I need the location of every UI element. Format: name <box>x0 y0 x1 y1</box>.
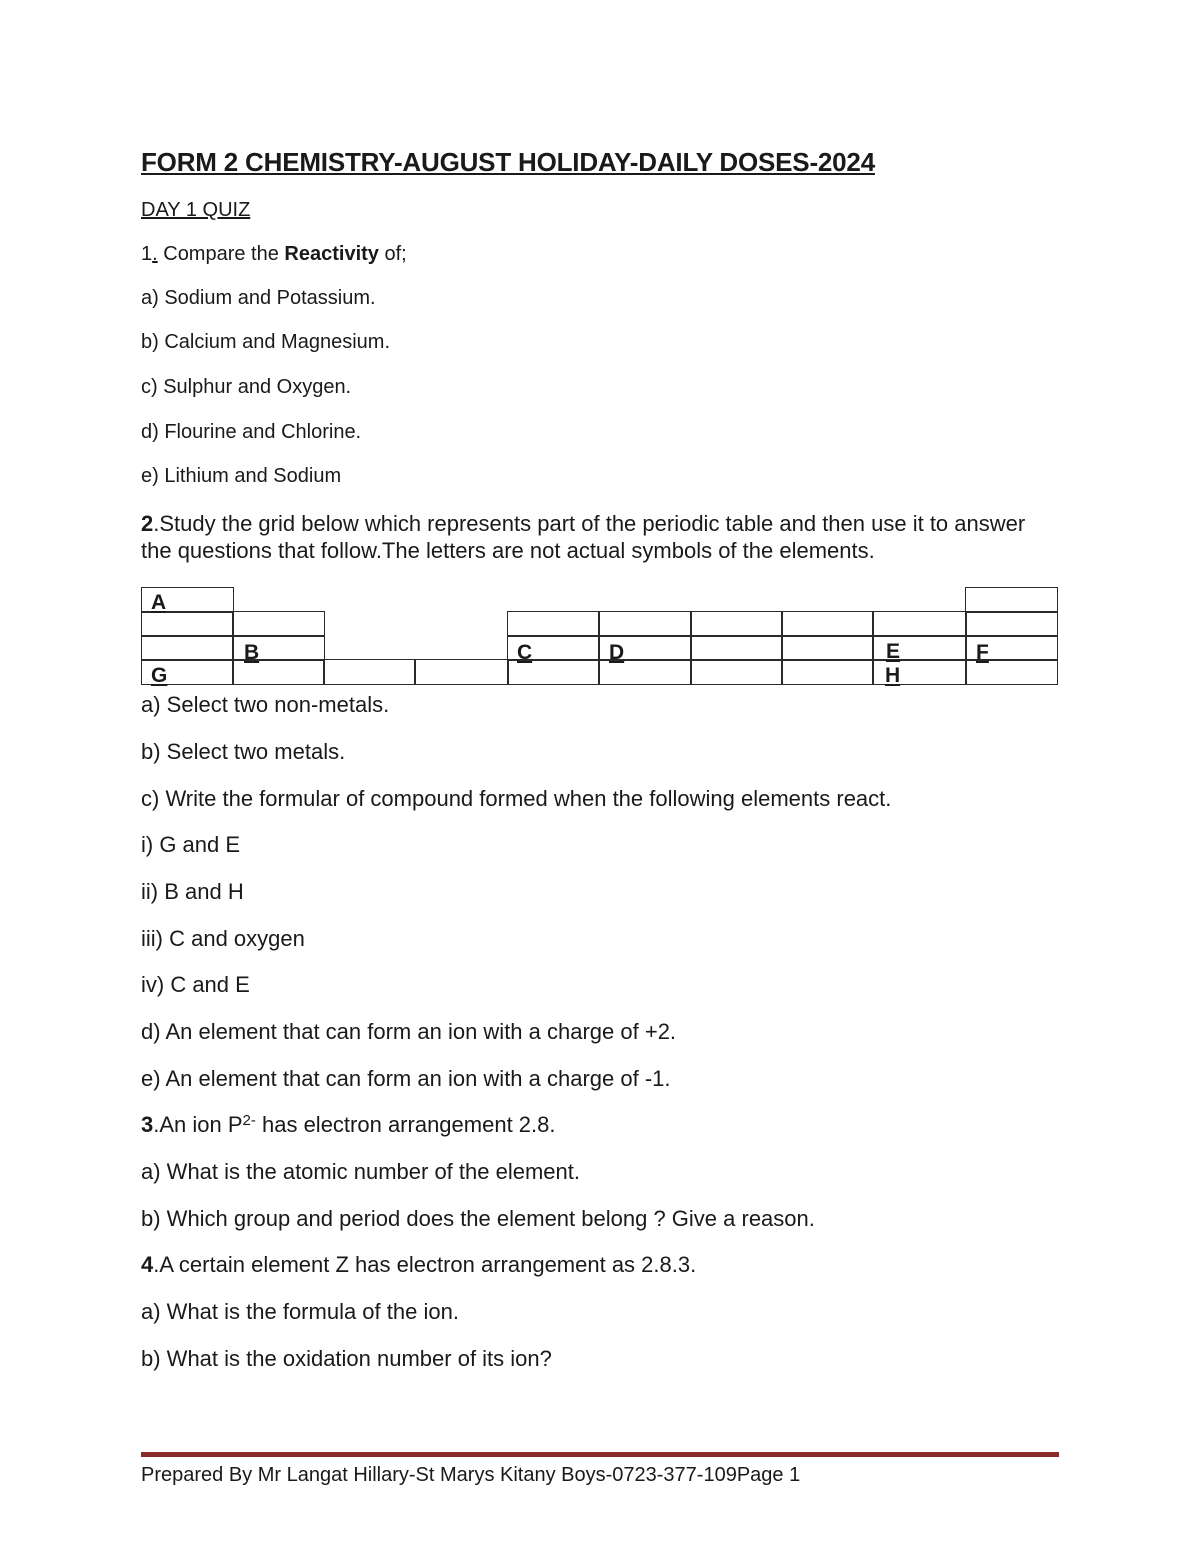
question-1-item-d: d) Flourine and Chlorine. <box>141 421 362 443</box>
grid-cell <box>141 635 234 661</box>
grid-label-c: C <box>517 641 533 664</box>
grid-label-f: F <box>976 641 989 664</box>
grid-cell <box>232 611 325 637</box>
grid-cell <box>507 611 600 637</box>
question-1-keyword: Reactivity <box>284 243 379 265</box>
question-2-item-d: d) An element that can form an ion with a charge of +2. <box>141 1019 677 1044</box>
grid-cell <box>781 611 874 637</box>
question-4-number: 4 <box>141 1252 154 1277</box>
quiz-subtitle: DAY 1 QUIZ <box>141 199 251 221</box>
question-3-item-b: b) Which group and period does the element belong ? Give a reason. <box>141 1206 815 1231</box>
grid-cell <box>690 611 783 637</box>
grid-cell <box>690 635 783 661</box>
question-1-dot: . <box>152 243 158 265</box>
grid-label-b: B <box>244 641 260 664</box>
question-2-number: 2 <box>141 511 154 536</box>
question-1-item-e: e) Lithium and Sodium <box>141 465 342 487</box>
grid-cell <box>781 659 874 685</box>
question-4-item-b: b) What is the oxidation number of its ion? <box>141 1346 552 1371</box>
grid-cell <box>965 611 1058 637</box>
question-3-number: 3 <box>141 1112 154 1137</box>
question-1-number: 1 <box>141 243 153 265</box>
question-2: 2.Study the grid below which represents part of the periodic table and then use it to answer the questions that follow.The letters are not actual symbols of the elements. <box>141 511 1026 563</box>
grid-cell <box>141 611 234 637</box>
question-2-item-c: c) Write the formular of compound formed when the following elements react. <box>141 786 892 811</box>
grid-label-e: E <box>886 640 901 663</box>
question-2-item-b: b) Select two metals. <box>141 739 346 764</box>
grid-cell <box>690 659 783 685</box>
question-1: 1. Compare the Reactivity of; <box>141 243 407 265</box>
question-2-item-e: e) An element that can form an ion with a charge of -1. <box>141 1066 671 1091</box>
grid-label-d: D <box>609 641 625 664</box>
question-2-item-c-iii: iii) C and oxygen <box>141 926 305 951</box>
question-1-item-c: c) Sulphur and Oxygen. <box>141 376 352 398</box>
question-2-item-a: a) Select two non-metals. <box>141 692 390 717</box>
grid-cell <box>598 611 692 637</box>
grid-cell <box>414 659 509 685</box>
question-1-item-b: b) Calcium and Magnesium. <box>141 331 390 353</box>
question-2-item-c-iv: iv) C and E <box>141 972 250 997</box>
grid-label-h: H <box>885 664 901 687</box>
footer-rule <box>141 1452 1059 1457</box>
question-4: 4.A certain element Z has electron arrangement as 2.8.3. <box>141 1252 697 1277</box>
document-title: FORM 2 CHEMISTRY-AUGUST HOLIDAY-DAILY DOSES-2024 <box>141 147 875 177</box>
question-4-item-a: a) What is the formula of the ion. <box>141 1299 459 1324</box>
grid-label-a: A <box>151 591 167 614</box>
page-footer: Prepared By Mr Langat Hillary-St Marys Kitany Boys-0723-377-109Page 1 <box>141 1464 801 1486</box>
grid-cell <box>323 659 416 685</box>
question-3: 3.An ion $P^{2-}$ has electron arrangement 2.8. <box>141 1112 556 1137</box>
ion-charge: 2- <box>242 1112 256 1129</box>
question-1-item-a: a) Sodium and Potassium. <box>141 287 376 309</box>
question-3-item-a: a) What is the atomic number of the element. <box>141 1159 580 1184</box>
grid-cell <box>872 611 967 637</box>
grid-cell <box>965 587 1058 613</box>
question-2-item-c-i: i) G and E <box>141 832 241 857</box>
grid-label-g: G <box>151 664 168 687</box>
question-2-item-c-ii: ii) B and H <box>141 879 244 904</box>
grid-cell <box>781 635 874 661</box>
